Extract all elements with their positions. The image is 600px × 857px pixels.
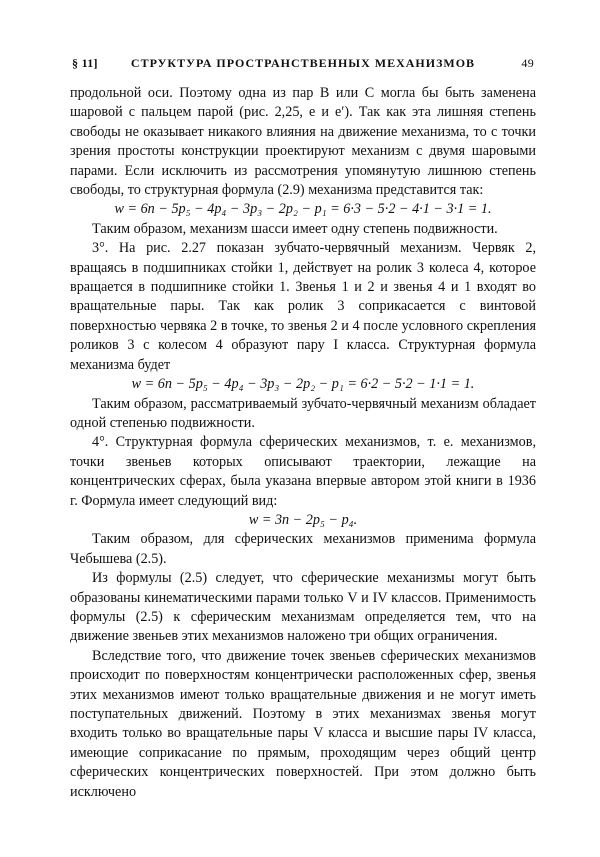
section-marker: § 11]: [72, 56, 98, 70]
paragraph-worm-conclusion: Таким образом, рассматриваемый зубчато-червячный механизм обладает одной степенью подвижности.: [70, 395, 536, 431]
paragraph-chebyshev: Таким образом, для сферических механизмов применима формула Чебышева (2.5).: [70, 531, 536, 567]
paragraph-spherical-intro: 4°. Структурная формула сферических механизмов, т. е. механизмов, точки звеньев которых описывают траектории, лежащие на концентрических сферах, была указана впервые автором этой книги в 1936 г. Формула имеет следующий вид:: [70, 434, 536, 509]
paragraph-worm-mechanism: 3°. На рис. 2.27 показан зубчато-червячный механизм. Червяк 2, вращаясь в подшипниках стойки 1, действует на ролик 3 колеса 4, которое вращается в подшипнике стойки 1. Звенья 1 и 2 и звенья 4 и 1 входят во вращательные пары. Так как ролик 3 соприкасается с винтовой поверхностью червяка 2 в точке, то звенья 2 и 4 после условного скрепления роликов 3 с колесом 4 образуют пару I класса. Структурная формула механизма будет: [70, 240, 536, 373]
page-number: 49: [521, 56, 534, 70]
running-header: [72, 56, 534, 76]
paragraph-chassis-conclusion: Таким образом, механизм шасси имеет одну степень подвижности.: [92, 220, 498, 237]
formula-spherical: w = 3n − 2p₅ − p₄.: [248, 511, 358, 528]
body-text: [70, 84, 536, 802]
running-title: СТРУКТУРА ПРОСТРАНСТВЕННЫХ МЕХАНИЗМОВ: [130, 56, 476, 70]
paragraph-rotational: Вследствие того, что движение точек звеньев сферических механизмов происходит по поверхностям концентрически расположенных сфер, звенья этих механизмов имеют только вращательные движения и не могут иметь поступательных движений. Поэтому в этих механизмах звенья могут входить только во вращательные пары V класса и высшие пары IV класса, имеющие соприкасание по прямым, проходящим через общий центр сферических концентрических поверхностей. При этом должно быть исключено: [70, 647, 536, 800]
formula-chassis: w = 6n − 5p₅ − 4p₄ − 3p₃ − 2p₂ − p₁ = 6·3 − 5·2 − 4·1 − 3·1 = 1.: [114, 201, 492, 218]
paragraph-continuation: продольной оси. Поэтому одна из пар B или C могла бы быть заменена шаровой с пальцем парой (рис. 2,25, e и e′). Так как эта лишняя степень свободы не оказывает никакого влияния на движение механизма, то с точки зрения простоты конструкции проектируют механизм с двумя шаровыми парами. Если исключить из рассмотрения упомянутую лишнюю степень свободы, то структурная формула (2.9) механизма представится так:: [70, 85, 536, 199]
paragraph-classes: Из формулы (2.5) следует, что сферические механизмы могут быть образованы кинематическими парами только V и IV классов. Применимость формулы (2.5) к сферическим механизмам определяется тем, что на движение звеньев этих механизмов наложено три общих ограничения.: [70, 570, 536, 645]
formula-worm: w = 6n − 5p₅ − 4p₄ − 3p₃ − 2p₂ − p₁ = 6·2 − 5·2 − 1·1 = 1.: [131, 376, 475, 393]
